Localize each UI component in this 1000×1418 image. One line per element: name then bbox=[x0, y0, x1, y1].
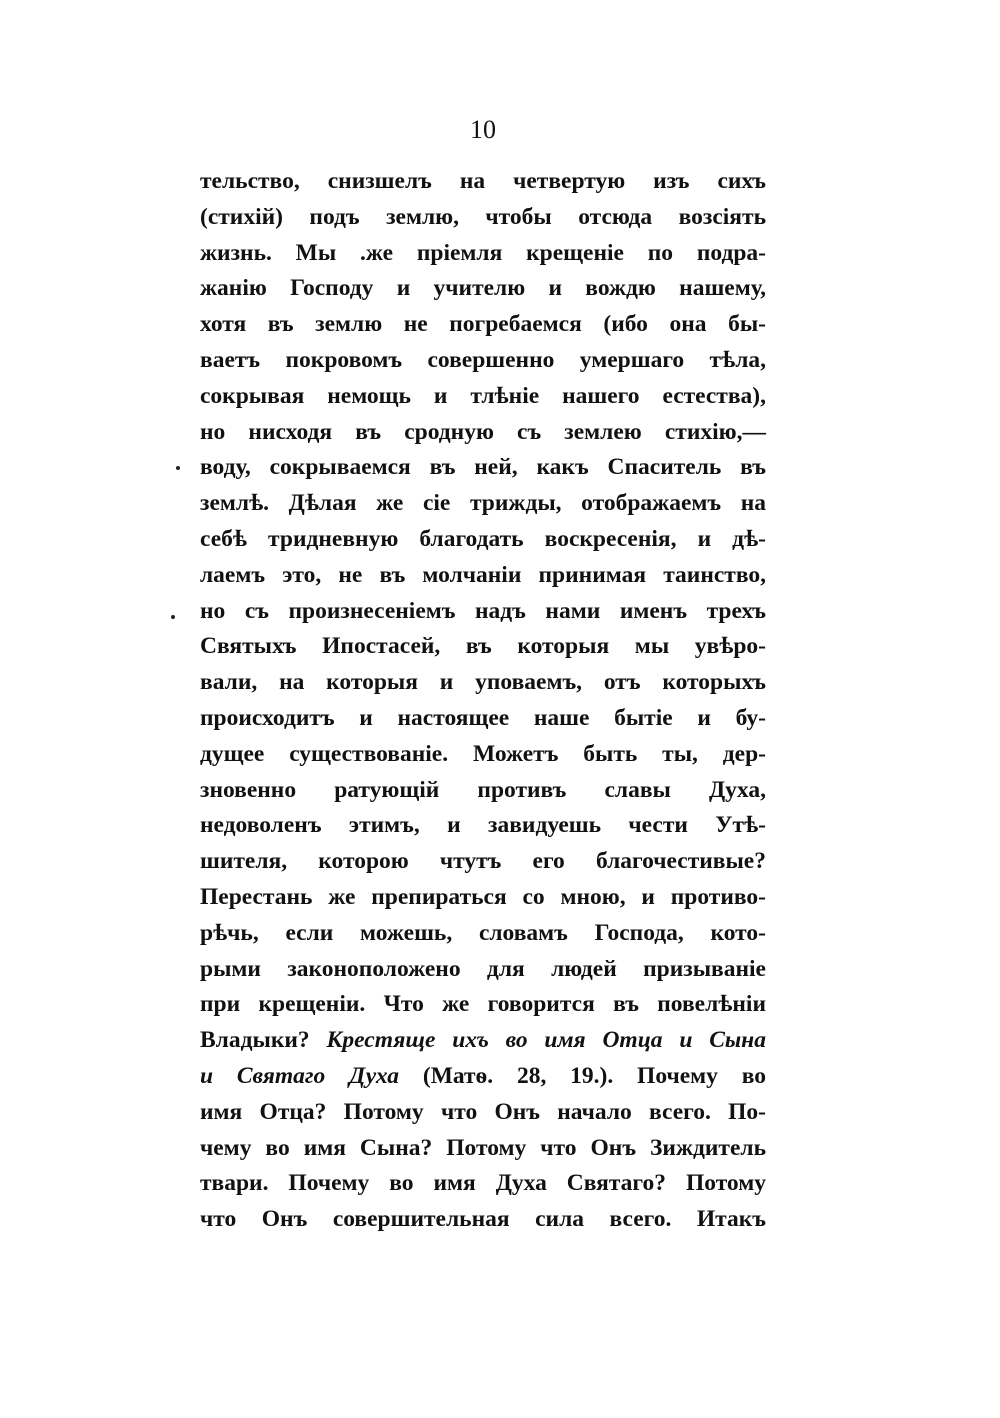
scan-mark bbox=[176, 466, 180, 470]
text-line bbox=[200, 848, 766, 884]
italic-quote: Крестяще ихъ во имя Отца и Сына bbox=[326, 1027, 766, 1054]
text-line bbox=[200, 1099, 766, 1135]
text-line bbox=[200, 777, 766, 813]
text-line bbox=[200, 275, 766, 311]
text-line bbox=[200, 884, 766, 920]
text-segment: Владыки? bbox=[200, 1027, 327, 1054]
text-segment: дущее существованіе. Можетъ быть ты, дер- bbox=[200, 740, 766, 767]
text-line bbox=[200, 1027, 766, 1063]
text-segment: (стихій) подъ землю, чтобы отсюда возсіять bbox=[200, 203, 766, 230]
text-line bbox=[200, 490, 766, 526]
text-segment: но нисходя въ сродную съ землею стихію,— bbox=[200, 418, 766, 445]
text-segment: хотя въ землю не погребаемся (ибо она бы- bbox=[200, 311, 766, 338]
text-line bbox=[200, 956, 766, 992]
body-text bbox=[200, 168, 766, 1242]
text-segment: сокрывая немощь и тлѣніе нашего естества), bbox=[200, 382, 766, 409]
text-segment: себѣ тридневную благодать воскресенія, и дѣ- bbox=[200, 525, 766, 552]
text-segment: что Онъ совершительная сила всего. Итакъ bbox=[200, 1206, 766, 1233]
text-segment: зновенно ратующій противъ славы Духа, bbox=[200, 776, 766, 803]
text-segment: при крещеніи. Что же говорится въ повелѣніи bbox=[200, 991, 766, 1018]
text-segment: тельство, снизшелъ на четвертую изъ сихъ bbox=[200, 168, 766, 194]
text-line bbox=[200, 526, 766, 562]
text-line bbox=[200, 1206, 766, 1242]
text-line bbox=[200, 1170, 766, 1206]
text-segment: жизнь. Мы .же пріемля крещеніе по подра- bbox=[200, 239, 766, 266]
text-line bbox=[200, 1135, 766, 1171]
italic-quote: и Святаго Духа bbox=[200, 1062, 400, 1089]
text-line bbox=[200, 705, 766, 741]
text-segment: чему во имя Сына? Потому что Онъ Зиждитель bbox=[200, 1134, 766, 1161]
scan-mark bbox=[171, 615, 175, 619]
text-line bbox=[200, 383, 766, 419]
page-number: 10 bbox=[470, 115, 496, 144]
text-line bbox=[200, 669, 766, 705]
text-line bbox=[200, 454, 766, 490]
text-segment: твари. Почему во имя Духа Святаго? Потому bbox=[200, 1170, 766, 1197]
text-line bbox=[200, 812, 766, 848]
text-line bbox=[200, 562, 766, 598]
text-line bbox=[200, 311, 766, 347]
text-segment: происходитъ и настоящее наше бытіе и бу- bbox=[200, 704, 766, 731]
text-line bbox=[200, 920, 766, 956]
text-segment: лаемъ это, не въ молчаніи принимая таинство, bbox=[200, 561, 766, 588]
text-line bbox=[200, 168, 766, 204]
text-segment: шителя, которою чтутъ его благочестивые? bbox=[200, 848, 766, 875]
text-segment: ваетъ покровомъ совершенно умершаго тѣла, bbox=[200, 346, 766, 373]
text-segment: Перестань же препираться со мною, и противо- bbox=[200, 883, 766, 910]
text-segment: землѣ. Дѣлая же сіе трижды, отображаемъ на bbox=[200, 490, 766, 517]
text-line bbox=[200, 598, 766, 634]
text-line bbox=[200, 741, 766, 777]
text-segment: имя Отца? Потому что Онъ начало всего. По- bbox=[200, 1098, 766, 1125]
text-segment: но съ произнесеніемъ надъ нами именъ трехъ bbox=[200, 597, 766, 624]
text-line bbox=[200, 633, 766, 669]
text-segment: вали, на которыя и уповаемъ, отъ которыхъ bbox=[200, 669, 766, 696]
text-segment: жанію Господу и учителю и вождю нашему, bbox=[200, 275, 766, 302]
text-segment: рѣчь, если можешь, словамъ Господа, кото- bbox=[200, 919, 766, 946]
text-line bbox=[200, 204, 766, 240]
text-segment: недоволенъ этимъ, и завидуешь чести Утѣ- bbox=[200, 812, 766, 839]
text-segment: воду, сокрываемся въ ней, какъ Спаситель въ bbox=[200, 454, 766, 481]
text-line bbox=[200, 240, 766, 276]
text-segment: Святыхъ Ипостасей, въ которыя мы увѣро- bbox=[200, 633, 766, 660]
text-line bbox=[200, 347, 766, 383]
text-line bbox=[200, 1063, 766, 1099]
text-line bbox=[200, 419, 766, 455]
text-line bbox=[200, 991, 766, 1027]
text-segment: (Матѳ. 28, 19.). Почему во bbox=[399, 1062, 766, 1089]
text-segment: рыми законоположено для людей призываніе bbox=[200, 955, 766, 982]
